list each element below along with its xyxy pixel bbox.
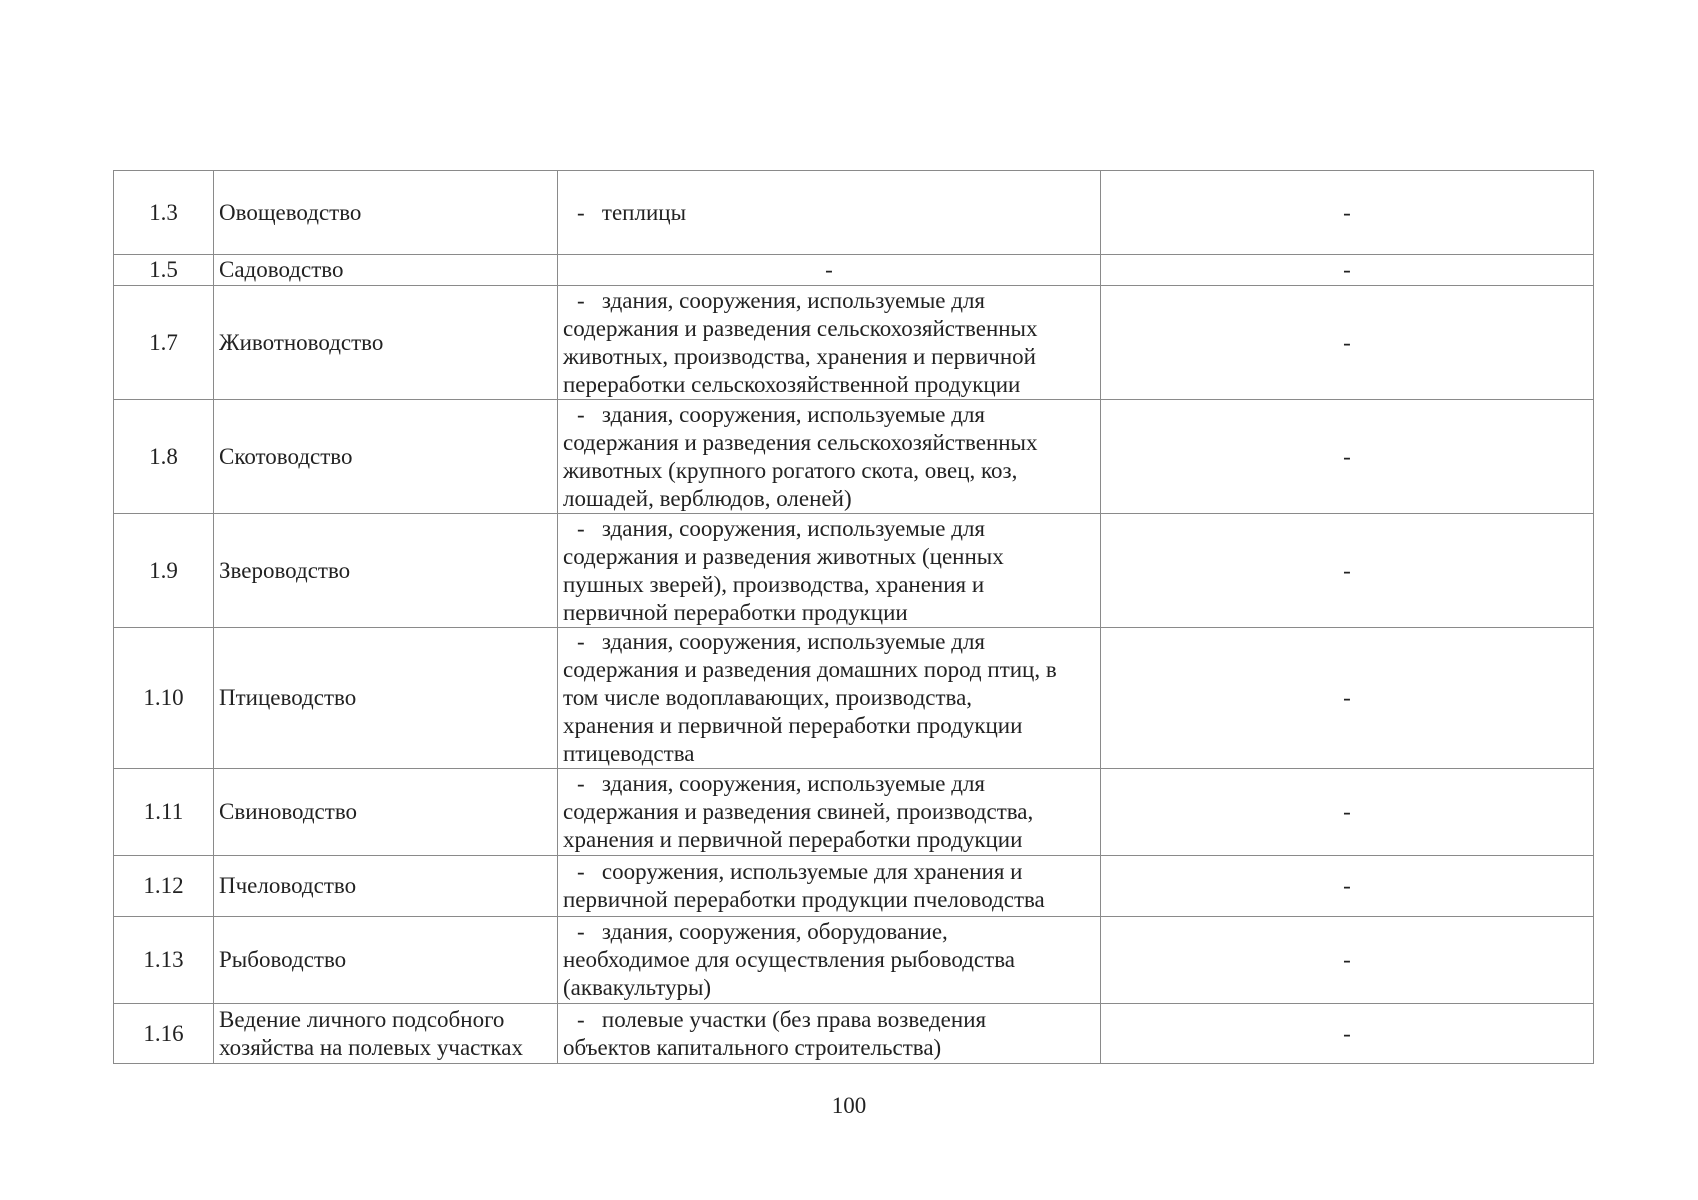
description-line: пушных зверей), производства, хранения и xyxy=(563,571,985,597)
description-line: хранения и первичной переработки продукции xyxy=(563,827,1023,852)
description-line: первичной переработки продукции пчеловодства xyxy=(563,887,1045,912)
permitted-objects-cell xyxy=(558,856,1101,917)
table-row xyxy=(114,255,1594,286)
description-line: птицеводства xyxy=(563,741,695,766)
restrictions-cell: - xyxy=(1101,400,1594,514)
activity-name-cell: Скотоводство xyxy=(214,400,558,514)
row-number-cell: 1.5 xyxy=(114,255,214,286)
row-number-cell: 1.8 xyxy=(114,400,214,514)
activity-name-cell: Пчеловодство xyxy=(214,856,558,917)
permitted-objects-cell xyxy=(558,1004,1101,1064)
row-number-cell: 1.12 xyxy=(114,856,214,917)
permitted-objects-cell xyxy=(558,255,1101,286)
activity-name-cell: Свиноводство xyxy=(214,769,558,856)
activity-name-cell: Садоводство xyxy=(214,255,558,286)
activity-name-cell: Животноводство xyxy=(214,286,558,400)
table-row xyxy=(114,400,1594,514)
description-line: содержания и разведения сельскохозяйственных xyxy=(563,429,1038,455)
land-use-table xyxy=(113,170,1594,1064)
description-line: - теплицы xyxy=(577,199,687,225)
restrictions-cell: - xyxy=(1101,769,1594,856)
permitted-objects-cell xyxy=(558,400,1101,514)
permitted-objects-cell xyxy=(558,514,1101,628)
description-line: - здания, сооружения, используемые для xyxy=(577,771,986,796)
description-line: животных (крупного рогатого скота, овец, коз, xyxy=(563,457,1018,483)
description-line: - сооружения, используемые для хранения и xyxy=(577,859,1023,884)
permitted-objects-cell xyxy=(558,917,1101,1004)
table-row xyxy=(114,856,1594,917)
table-row xyxy=(114,1004,1594,1064)
restrictions-cell: - xyxy=(1101,917,1594,1004)
restrictions-cell: - xyxy=(1101,255,1594,286)
activity-name-cell: Ведение личного подсобного хозяйства на полевых участках xyxy=(214,1004,558,1064)
description-line: содержания и разведения свиней, производства, xyxy=(563,799,1034,824)
description-line: хранения и первичной переработки продукции xyxy=(563,713,1023,738)
description-line: - xyxy=(825,257,833,282)
restrictions-cell: - xyxy=(1101,286,1594,400)
description-line: необходимое для осуществления рыбоводства xyxy=(563,947,1015,972)
activity-name-cell: Овощеводство xyxy=(214,171,558,255)
description-line: первичной переработки продукции xyxy=(563,599,908,625)
activity-name-cell: Птицеводство xyxy=(214,628,558,769)
row-number-cell: 1.11 xyxy=(114,769,214,856)
description-line: содержания и разведения животных (ценных xyxy=(563,543,1004,569)
row-number-cell: 1.10 xyxy=(114,628,214,769)
restrictions-cell: - xyxy=(1101,514,1594,628)
description-line: животных, производства, хранения и первичной xyxy=(563,343,1036,369)
description-line: том числе водоплавающих, производства, xyxy=(563,685,973,710)
description-line: объектов капитального строительства) xyxy=(563,1034,942,1060)
table-row xyxy=(114,769,1594,856)
table-row xyxy=(114,628,1594,769)
description-line: - здания, сооружения, используемые для xyxy=(577,629,986,654)
row-number-cell: 1.13 xyxy=(114,917,214,1004)
row-number-cell: 1.9 xyxy=(114,514,214,628)
table-body xyxy=(114,171,1594,1064)
table-row xyxy=(114,917,1594,1004)
row-number-cell: 1.7 xyxy=(114,286,214,400)
restrictions-cell: - xyxy=(1101,171,1594,255)
description-line: (аквакультуры) xyxy=(563,975,712,1000)
description-line: - здания, сооружения, оборудование, xyxy=(577,919,948,944)
table-row xyxy=(114,171,1594,255)
description-line: содержания и разведения домашних пород птиц, в xyxy=(563,657,1057,682)
activity-name-cell: Звероводство xyxy=(214,514,558,628)
table-row xyxy=(114,286,1594,400)
restrictions-cell: - xyxy=(1101,856,1594,917)
description-line: - здания, сооружения, используемые для xyxy=(577,515,986,541)
table-row xyxy=(114,514,1594,628)
description-line: лошадей, верблюдов, оленей) xyxy=(563,485,852,511)
description-line: - полевые участки (без права возведения xyxy=(577,1006,987,1032)
row-number-cell: 1.3 xyxy=(114,171,214,255)
permitted-objects-cell xyxy=(558,628,1101,769)
restrictions-cell: - xyxy=(1101,1004,1594,1064)
description-line: содержания и разведения сельскохозяйственных xyxy=(563,315,1038,341)
restrictions-cell: - xyxy=(1101,628,1594,769)
description-line: - здания, сооружения, используемые для xyxy=(577,401,986,427)
permitted-objects-cell xyxy=(558,286,1101,400)
description-line: переработки сельскохозяйственной продукции xyxy=(563,371,1021,397)
description-line: - здания, сооружения, используемые для xyxy=(577,287,986,313)
page-number: 100 xyxy=(831,1093,867,1118)
permitted-objects-cell xyxy=(558,171,1101,255)
row-number-cell: 1.16 xyxy=(114,1004,214,1064)
activity-name-cell: Рыбоводство xyxy=(214,917,558,1004)
permitted-objects-cell xyxy=(558,769,1101,856)
